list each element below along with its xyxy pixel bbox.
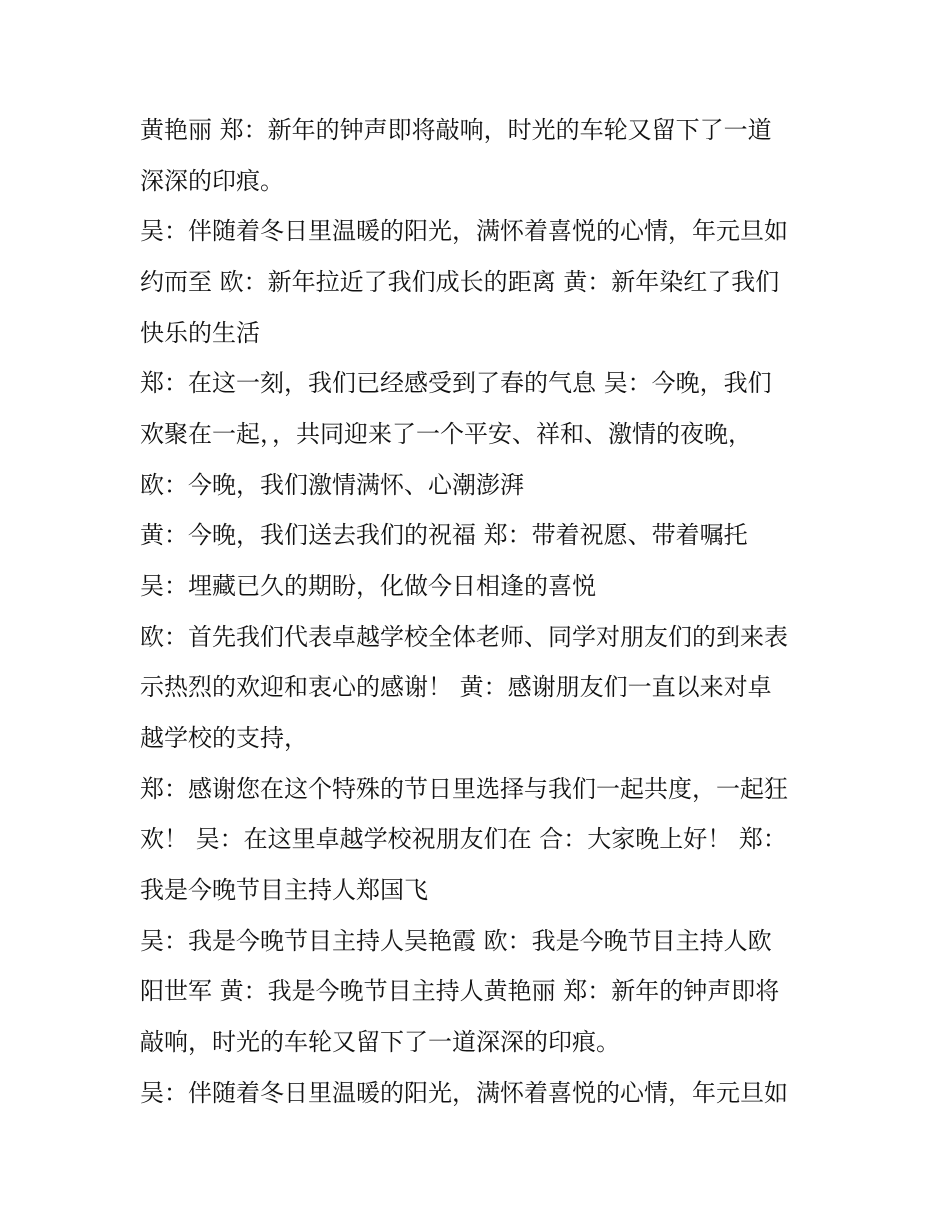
text-line: 示热烈的欢迎和衷心的感谢！ 黄：感谢朋友们一直以来对卓 [140, 673, 772, 701]
text-line: 郑：在这一刻，我们已经感受到了春的气息 吴：今晚，我们 [140, 369, 772, 397]
text-line: 欧：今晚，我们激情满怀、心潮澎湃 [140, 471, 524, 499]
text-line: 吴：埋藏已久的期盼，化做今日相逢的喜悦 [140, 572, 596, 600]
text-line: 吴：伴随着冬日里温暖的阳光，满怀着喜悦的心情，年元旦如 [140, 1079, 788, 1107]
text-line: 欧：首先我们代表卓越学校全体老师、同学对朋友们的到来表 [140, 623, 788, 651]
text-line: 阳世军 黄：我是今晚节目主持人黄艳丽 郑：新年的钟声即将 [140, 977, 780, 1005]
text-line: 吴：伴随着冬日里温暖的阳光，满怀着喜悦的心情，年元旦如 [140, 217, 788, 245]
text-line: 欢聚在一起，，共同迎来了一个平安、祥和、激情的夜晚， [140, 420, 752, 448]
text-line: 郑：感谢您在这个特殊的节日里选择与我们一起共度，一起狂 [140, 775, 788, 803]
text-line: 我是今晚节目主持人郑国飞 [140, 876, 428, 904]
text-line: 快乐的生活 [140, 319, 260, 347]
text-line: 深深的印痕。 [140, 167, 284, 195]
text-line: 黄：今晚，我们送去我们的祝福 郑：带着祝愿、带着嘱托 [140, 521, 748, 549]
text-line: 黄艳丽 郑：新年的钟声即将敲响，时光的车轮又留下了一道 [140, 116, 772, 144]
text-line: 吴：我是今晚节目主持人吴艳霞 欧：我是今晚节目主持人欧 [140, 927, 772, 955]
text-line: 欢！ 吴：在这里卓越学校祝朋友们在 合：大家晚上好！ 郑： [140, 825, 787, 853]
text-line: 越学校的支持， [140, 724, 308, 752]
text-line: 约而至 欧：新年拉近了我们成长的距离 黄：新年染红了我们 [140, 268, 780, 296]
text-line: 敲响，时光的车轮又留下了一道深深的印痕。 [140, 1028, 620, 1056]
